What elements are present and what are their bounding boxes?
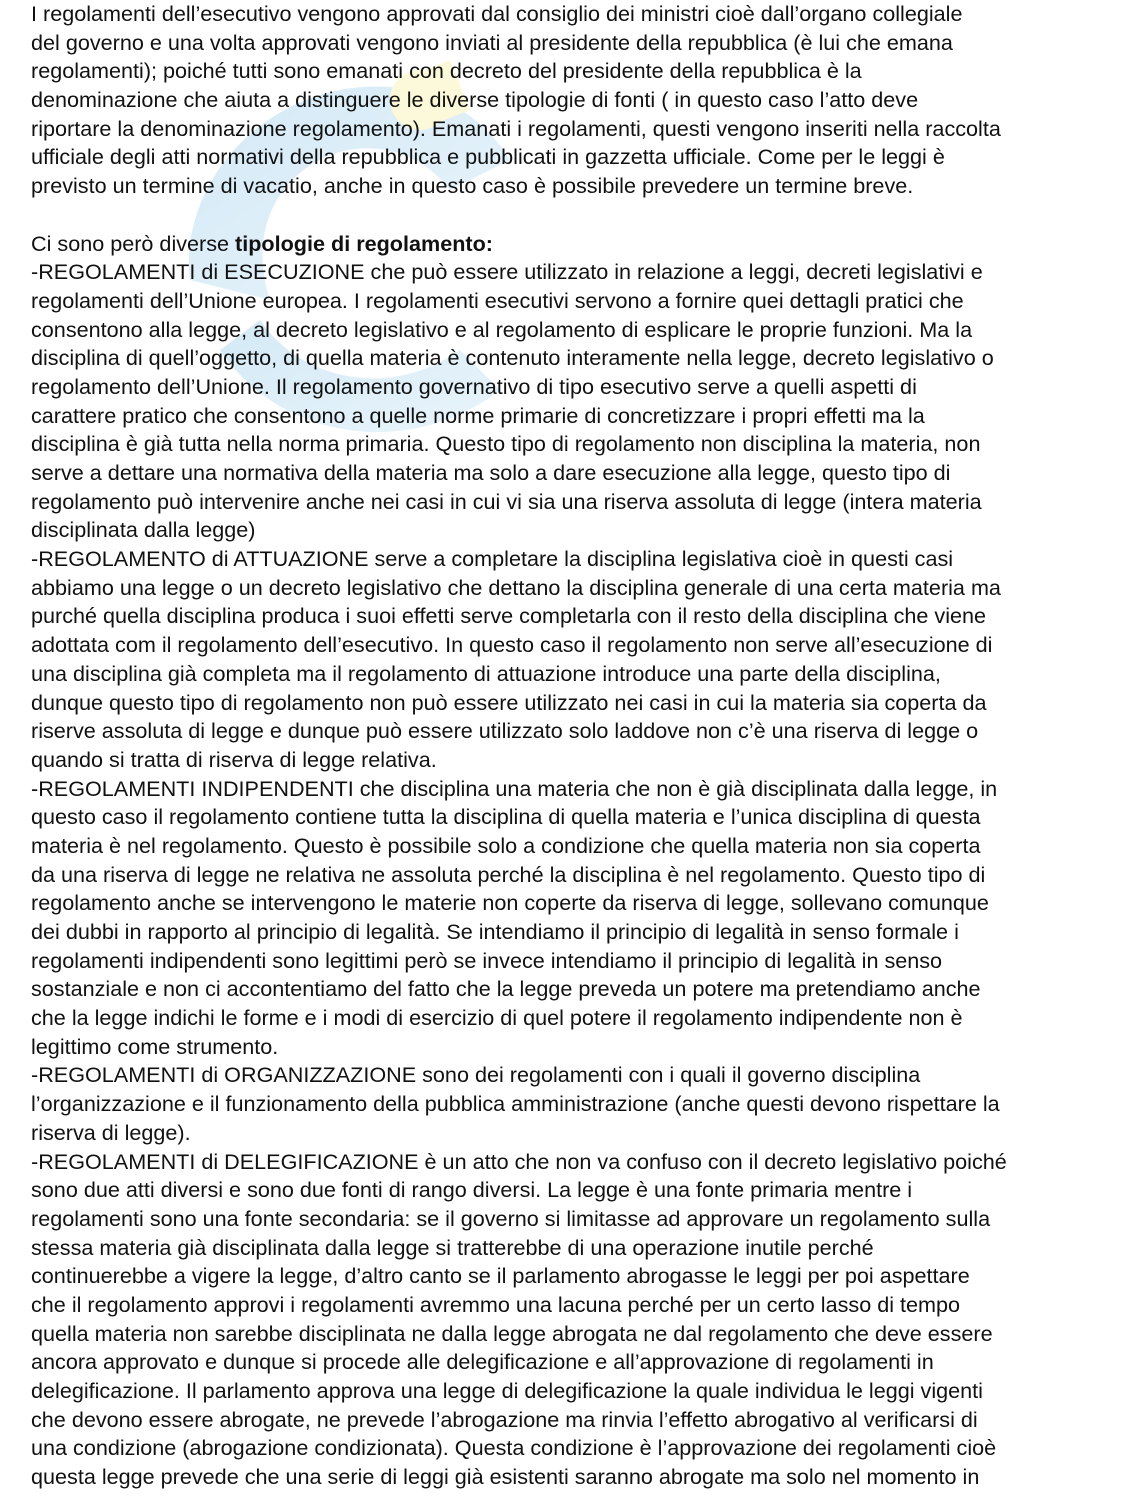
body-line: che la legge indichi le forme e i modi di esercizio di quel potere il regolamento indipendente non è (31, 1005, 963, 1031)
body-line: legittimo come strumento. (31, 1033, 279, 1059)
body-line: -REGOLAMENTO di ATTUAZIONE serve a completare la disciplina legislativa cioè in questi casi (31, 546, 954, 572)
body-line: ancora approvato e dunque si procede alle delegificazione e all’approvazione di regolamenti in (31, 1349, 934, 1375)
paragraph-line: I regolamenti dell’esecutivo vengono approvati dal consiglio dei ministri cioè dall’organo collegiale (31, 1, 963, 26)
body-line: delegificazione. Il parlamento approva una legge di delegificazione la quale individua le leggi vigenti (31, 1378, 983, 1403)
body-line: una condizione (abrogazione condizionata). Questa condizione è l’approvazione dei regolamenti cioè (31, 1435, 997, 1461)
body-line: che devono essere abrogate, ne prevede l’abrogazione ma rinvia l’effetto abrogativo al verificarsi di (31, 1406, 978, 1432)
body-line: continuerebbe a vigere la legge, d’altro canto se il parlamento abrogasse le leggi per poi aspettare (31, 1263, 970, 1289)
types-intro (31, 230, 1121, 259)
paragraph-spacer (31, 201, 1121, 230)
body-line: l’organizzazione e il funzionamento della pubblica amministrazione (anche questi devono rispettare la (31, 1091, 1000, 1117)
body-line: sostanziale e non ci accontentiamo del fatto che la legge preveda un potere ma pretendiamo anche (31, 976, 981, 1002)
body-line: regolamento anche se intervengono le materie non coperte da riserva di legge, sollevano comunque (31, 890, 989, 916)
body-line: adottata com il regolamento dell’esecutivo. In questo caso il regolamento non serve all’esecuzione di (31, 632, 993, 658)
paragraph-line: riportare la denominazione regolamento). Emanati i regolamenti, questi vengono inseriti nella raccolta (31, 115, 1001, 141)
body-line: regolamenti indipendenti sono legittimi però se invece intendiamo il principio di legalità in senso (31, 947, 943, 973)
body-line: -REGOLAMENTI di DELEGIFICAZIONE è un atto che non va confuso con il decreto legislativo poiché (31, 1148, 1007, 1174)
document-page (31, 0, 1121, 1492)
types-intro-text: Ci sono però diverse (31, 230, 236, 256)
body-line: purché quella disciplina produca i suoi effetti serve completarla con il resto della disciplina che viene (31, 603, 987, 629)
paragraph-line: denominazione che aiuta a distinguere le diverse tipologie di fonti ( in questo caso l’atto deve (31, 87, 919, 113)
body-line: carattere pratico che consentono a quelle norme primarie di concretizzare i propri effetti ma la (31, 402, 925, 428)
body-line: disciplinata dalla legge) (31, 517, 256, 543)
paragraph-line: previsto un termine di vacatio, anche in questo caso è possibile prevedere un termine breve. (31, 173, 914, 199)
body-line: -REGOLAMENTI di ESECUZIONE che può essere utilizzato in relazione a leggi, decreti legislativi e (31, 259, 983, 285)
body-line: abbiamo una legge o un decreto legislativo che dettano la disciplina generale di una certa materia ma (31, 574, 1001, 600)
body-line: dunque questo tipo di regolamento non può essere utilizzato nei casi in cui la materia sia coperta da (31, 689, 987, 715)
regolamenti-types-body (31, 258, 1121, 1492)
types-intro-bold: tipologie di regolamento: (235, 230, 493, 256)
body-line: -REGOLAMENTI INDIPENDENTI che disciplina una materia che non è già disciplinata dalla legge, in (31, 775, 998, 801)
paragraph-line: regolamenti); poiché tutti sono emanati con decreto del presidente della repubblica è la (31, 58, 862, 84)
body-line: regolamento può intervenire anche nei casi in cui vi sia una riserva assoluta di legge (intera materia (31, 488, 982, 514)
paragraph-regolamenti-esecutivo (31, 0, 1121, 201)
body-line: riserva di legge). (31, 1119, 191, 1145)
body-line: da una riserva di legge ne relativa ne assoluta perché la disciplina è nel regolamento. Questo tipo di (31, 861, 986, 887)
body-line: questo caso il regolamento contiene tutta la disciplina di quella materia e l’unica disciplina di questa (31, 804, 981, 830)
body-line: serve a dettare una normativa della materia ma solo a dare esecuzione alla legge, questo tipo di (31, 460, 951, 485)
paragraph-line: ufficiale degli atti normativi della repubblica e pubblicati in gazzetta ufficiale. Come per le leggi è (31, 144, 945, 170)
body-line: questa legge prevede che una serie di leggi già esistenti saranno abrogate ma solo nel momento in (31, 1464, 980, 1490)
body-line: che il regolamento approvi i regolamenti avremmo una lacuna perché per un certo lasso di tempo (31, 1291, 961, 1317)
body-line: una disciplina già completa ma il regolamento di attuazione introduce una parte della disciplina, (31, 660, 941, 686)
body-line: disciplina è già tutta nella norma primaria. Questo tipo di regolamento non disciplina la materia, non (31, 431, 981, 457)
body-line: -REGOLAMENTI di ORGANIZZAZIONE sono dei regolamenti con i quali il governo disciplina (31, 1062, 921, 1088)
body-line: stessa materia già disciplinata dalla legge si tratterebbe di una operazione inutile perché (31, 1234, 874, 1260)
body-line: regolamento dell’Unione. Il regolamento governativo di tipo esecutivo serve a quelli aspetti di (31, 373, 917, 399)
body-line: regolamenti sono una fonte secondaria: se il governo si limitasse ad approvare un regolamento sulla (31, 1205, 991, 1231)
body-line: quella materia non sarebbe disciplinata ne dalla legge abrogata ne dal regolamento che deve essere (31, 1320, 993, 1346)
paragraph-line: del governo e una volta approvati vengono inviati al presidente della repubblica (è lui che emana (31, 29, 953, 55)
body-line: disciplina di quell’oggetto, di quella materia è contenuto interamente nella legge, decreto legislativo o (31, 345, 994, 371)
body-line: dei dubbi in rapporto al principio di legalità. Se intendiamo il principio di legalità in senso formale i (31, 919, 959, 944)
body-line: quando si tratta di riserva di legge relativa. (31, 746, 437, 772)
body-line: regolamenti dell’Unione europea. I regolamenti esecutivi servono a fornire quei dettagli pratici che (31, 287, 964, 313)
body-line: sono due atti diversi e sono due fonti di rango diversi. La legge è una fonte primaria mentre i (31, 1177, 913, 1203)
body-line: materia è nel regolamento. Questo è possibile solo a condizione che quella materia non sia coperta (31, 832, 981, 858)
body-line: consentono alla legge, al decreto legislativo e al regolamento di esplicare le proprie funzioni. Ma la (31, 316, 973, 342)
body-line: riserve assoluta di legge e dunque può essere utilizzato solo laddove non c’è una riserva di legge o (31, 718, 979, 744)
